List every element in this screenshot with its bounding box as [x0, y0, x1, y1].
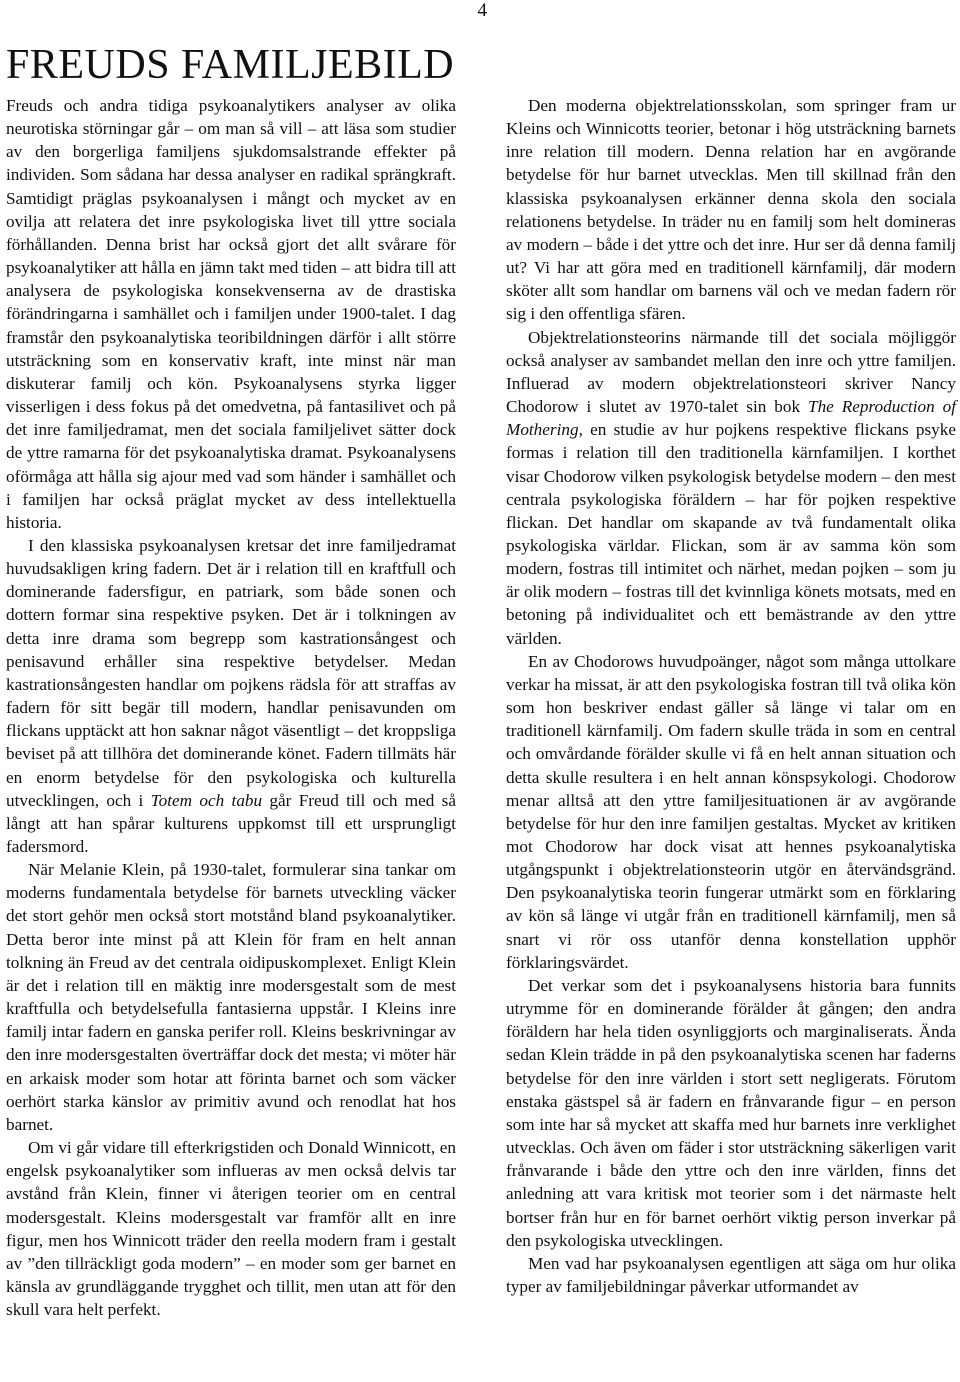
paragraph: Den moderna objektrelationsskolan, som springer fram ur Kleins och Winnicotts teorier, betonar i hög utsträckning barnets inre relation till modern. Denna relation har en avgörande betydelse för hur barnet utvecklas. Men till skillnad från den klassiska psykoanalysen erkänner denna skola den sociala relationens betydelse. In träder nu en familj som helt domineras av modern – både i det yttre och det inre. Hur ser då denna familj ut? Vi har att göra med en traditionell kärnfamilj, där modern sköter allt som handlar om barnens väl och ve medan fadern rör sig i den offentliga sfären. [506, 96, 956, 324]
paragraph: Om vi går vidare till efterkrigstiden och Donald Winnicott, en engelsk psykoanalytiker som influeras av men också delvis tar avstånd från Klein, finner vi återigen teorier om en central modersgestalt. Kleins modersgestalt var framför allt en inre figur, men hos Winnicott träder den reella modern fram i gestalt av ”den tillräckligt goda modern” – en moder som ger barnet en känsla av grundläggande trygghet och tillit, men utan att för den skull vara helt perfekt. [6, 1138, 456, 1320]
left-column [6, 94, 456, 1321]
page-number: 4 [477, 0, 487, 21]
paragraph-text: , en studie av hur pojkens respektive flickans psyke formas i relation till den traditionella kärnfamiljen. I korthet visar Chodorow vilken psykologisk betydelse modern – den mest centrala psykologiska föräldern – har för pojken respektive flickan. Det handlar om skapande av två fundamentalt olika psykologiska världar. Flickan, som är av samma kön som modern, fostras till intimitet och närhet, medan pojken – som ju är olik modern – fostras till det kvinnliga könets motsats, med en betoning på individualitet och ett bemästrande av den yttre världen. [506, 420, 956, 648]
paragraph: Men vad har psykoanalysen egentligen att säga om hur olika typer av familjebildningar påverkar utformandet av [506, 1253, 956, 1296]
paragraph: Det verkar som det i psykoanalysens historia bara funnits utrymme för en dominerande förälder åt gången; den andra föräldern har hela tiden osynliggjorts och marginaliserats. Ända sedan Klein trädde in på den psykoanalytiska scenen har faderns betydelse för den inre världen i stort sett negligerats. Förutom enstaka gästspel så är fadern en frånvarande figur – en person som inte har så mycket att skaffa med hur barnets inre verklighet utvecklas. Och även om fäder i stor utsträckning säkerligen varit frånvarande i både den yttre och den inre världen, finns det anledning att vara kritisk mot teorier som i det närmaste helt bortser från hur en för barnet oerhört viktig person inverkar på den psykologiska utvecklingen. [506, 975, 956, 1250]
paragraph: En av Chodorows huvudpoänger, något som många uttolkare verkar ha missat, är att den psykologiska fostran till två olika kön som hon beskriver endast gäller så länge vi talar om en traditionell kärnfamilj. Om fadern skulle träda in som en central och omvårdande förälder skulle vi få en helt annan situation och detta skulle resultera i en helt annan könspsykologi. Chodorow menar alltså att den yttre familjesituationen är av avgörande betydelse för hur den inre familjen gestaltas. Mycket av kritiken mot Chodorow har dock visat att hennes psykoanalytiska utgångspunkt i objektrelationsteorin utgör en återvändsgränd. Den psykoanalytiska teorin fungerar utmärkt som en förklaring av kön så länge vi utgår från en traditionell kärnfamilj, men så snart vi rör oss utanför denna konstellation upphör förklaringsvärdet. [506, 651, 956, 972]
right-column [506, 94, 956, 1298]
paragraph-text: Objektrelationsteorins närmande till det sociala möjliggör också analyser av sambandet mellan den inre och yttre familjen. Influerad av modern objektrelationsteori skriver Nancy Chodorow i slutet av 1970-talet sin bok [506, 327, 956, 417]
paragraph-text: går Freud till och med så långt att han spårar kulturens uppkomst till ett ursprungligt fadersmord. [6, 790, 456, 856]
paragraph-text: I den klassiska psykoanalysen kretsar det inre familjedramat huvudsakligen kring fadern. Det är i relation till en kraftfull och dominerande fadersfigur, en patriark, som både sonen och dottern formar sina respektive psyken. Det är i tolkningen av detta inre drama som begrepp som kastrationsångest och penisavund erhåller sina respektive betydelser. Medan kastrationsångesten handlar om pojkens rädsla för att straffas av fadern för sitt begär till modern, handlar penisavunden om flickans upptäckt att hon saknar något väsentligt – det kroppsliga beviset på att tillhöra det dominerande könet. Fadern tillmäts här en enorm betydelse för den psykologiska och kulturella utvecklingen, och i [6, 535, 456, 810]
paragraph: När Melanie Klein, på 1930-talet, formulerar sina tankar om moderns fundamentala betydelse för barnets utveckling väcker det stort gehör men också stort motstånd bland psykoanalytiker. Detta beror inte minst på att Klein för fram en helt annan tolkning än Freud av det centrala oidipuskomplexet. Enligt Klein är det i relation till en mäktig inre modersgestalt som de mest kraftfulla och betydelsefulla fantasierna uppstår. I Kleins inre familj intar fadern en ganska perifer roll. Kleins beskrivningar av den inre modersgestalten överträffar dock det mesta; vi möter här en arkaisk moder som hotar att förinta barnet och som väcker oerhört starka känslor av primitiv avund och renodlat hat hos barnet. [6, 860, 456, 1134]
book-title: Totem och tabu [150, 790, 263, 810]
paragraph [6, 534, 456, 858]
book-title: The Reproduction of Mothering [506, 397, 956, 440]
paragraph [506, 326, 956, 650]
article-title: FREUDS FAMILJEBILD [6, 42, 455, 88]
paragraph: Freuds och andra tidiga psykoanalytikers analyser av olika neurotiska störningar går – om man så vill – att läsa som studier av den borgerliga familjens sjukdomsalstrande effekter på individen. Som sådana har dessa analyser en radikal sprängkraft. Samtidigt präglas psykoanalysen i mångt och mycket av en ovilja att relatera det inre psykologiska livet till yttre sociala förhållanden. Denna brist har också gjort det allt svårare för psykoanalytiker att hålla en jämn takt med tiden – att bidra till att analysera de psykologiska konsekvenserna av de drastiska förändringarna i samhället och i familjen under 1900-talet. I dag framstår den psykoanalytiska teoribildningen därför i allt större utsträckning som en konservativ kraft, inte minst när man diskuterar familj och kön. Psykoanalysens styrka ligger visserligen i dess fokus på det omedvetna, på fantasilivet och på det inre familjedramat, men det sociala familjelivet sätter dock de yttre ramarna för det psykoanalytiska dramat. Psykoanalysens oförmåga att hålla sig ajour med vad som händer i samhället och i familjen har också präglat mycket av dess intellektuella historia. [6, 96, 456, 532]
